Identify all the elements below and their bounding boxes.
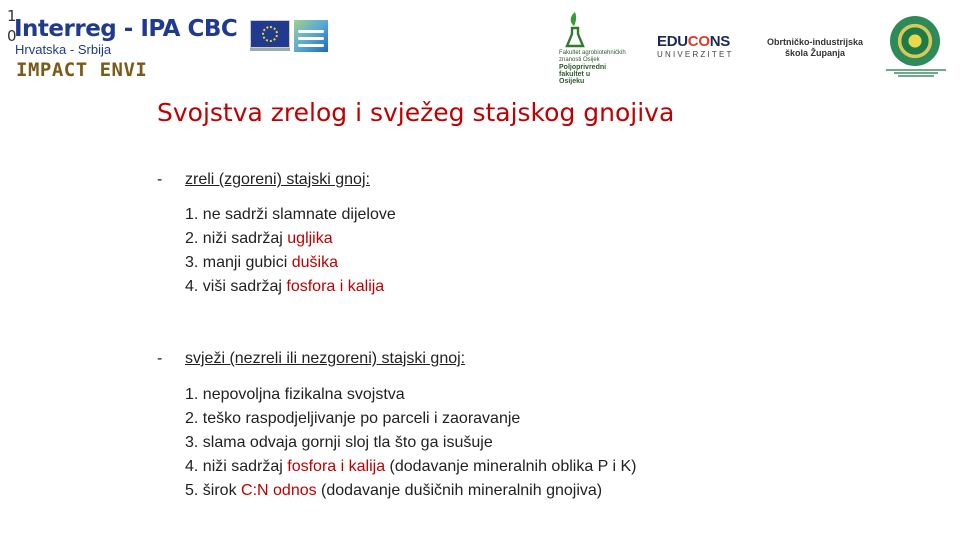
- interreg-title: [14, 14, 237, 44]
- interreg-word: Interreg: [14, 16, 117, 42]
- slide-title: Svojstva zrelog i svježeg stajskog gnojiva: [157, 98, 675, 127]
- craft-school-line-2: škola Županja: [784, 48, 846, 58]
- list-item: 4. niži sadržaj fosfora i kalija (dodavanje mineralnih oblika P i K): [185, 458, 637, 475]
- craft-school-line-1: Obrtničko-industrijska: [766, 37, 864, 47]
- seal-caption-lines: [880, 68, 952, 78]
- faculty-name: [559, 50, 629, 85]
- section-heading: svježi (nezreli ili nezgoreni) stajski gnoj:: [185, 350, 466, 367]
- list-item: 3. manji gubici dušika: [185, 254, 338, 271]
- programme-road-icon: [294, 20, 328, 52]
- faculty-line-2: Poljoprivredni: [559, 64, 607, 71]
- faculty-line-1: Fakultet agrobiotehničkih znanosti Osijek: [559, 50, 626, 63]
- list-item: 3. slama odvaja gornji sloj tla što ga isušuje: [185, 434, 493, 451]
- impact-envi-logo: IMPACT ENVI: [16, 59, 148, 81]
- eu-flag-icon: [250, 20, 290, 48]
- faculty-line-3: fakultet u: [559, 71, 591, 78]
- craft-school-logo: [760, 37, 870, 59]
- educons-subtitle: UNIVERZITET: [657, 50, 734, 59]
- section-heading: zreli (zgoreni) stajski gnoj:: [185, 171, 370, 188]
- school-seal-icon: [890, 16, 940, 66]
- eu-caption-line: [250, 48, 290, 51]
- list-item: 4. viši sadržaj fosfora i kalija: [185, 278, 385, 295]
- educons-name-b: CO: [687, 33, 710, 50]
- interreg-subtitle: Hrvatska - Srbija: [15, 42, 112, 57]
- highlight-text: fosfora i kalija: [287, 458, 386, 475]
- highlight-text: fosfora i kalija: [286, 278, 385, 295]
- mature-manure-list: [185, 203, 396, 299]
- list-item: 2. niži sadržaj ugljika: [185, 230, 333, 247]
- list-item: 2. teško raspodjeljivanje po parceli i zaoravanje: [185, 410, 521, 427]
- list-item: 1. ne sadrži slamnate dijelove: [185, 206, 396, 223]
- faculty-logo: [556, 10, 626, 94]
- educons-name: [657, 34, 737, 50]
- educons-logo: [657, 34, 737, 64]
- highlight-text: C:N odnos: [241, 482, 317, 499]
- fresh-manure-list: [185, 383, 637, 503]
- section-dash: -: [157, 171, 163, 188]
- slide-number-digit-2: 0: [7, 27, 17, 45]
- educons-name-a: EDU: [657, 33, 688, 50]
- list-item: 1. nepovoljna fizikalna svojstva: [185, 386, 405, 403]
- section-dash: -: [157, 350, 163, 367]
- list-item: 5. širok C:N odnos (dodavanje dušičnih mineralnih gnojiva): [185, 482, 603, 499]
- faculty-line-4: Osijeku: [559, 78, 585, 85]
- highlight-text: ugljika: [287, 230, 333, 247]
- highlight-text: dušika: [291, 254, 338, 271]
- ipa-cbc-word: - IPA CBC: [116, 16, 238, 42]
- educons-name-c: NS: [709, 33, 730, 50]
- flask-leaf-icon: [564, 10, 586, 50]
- slide-number-digit-1: 1: [7, 7, 17, 25]
